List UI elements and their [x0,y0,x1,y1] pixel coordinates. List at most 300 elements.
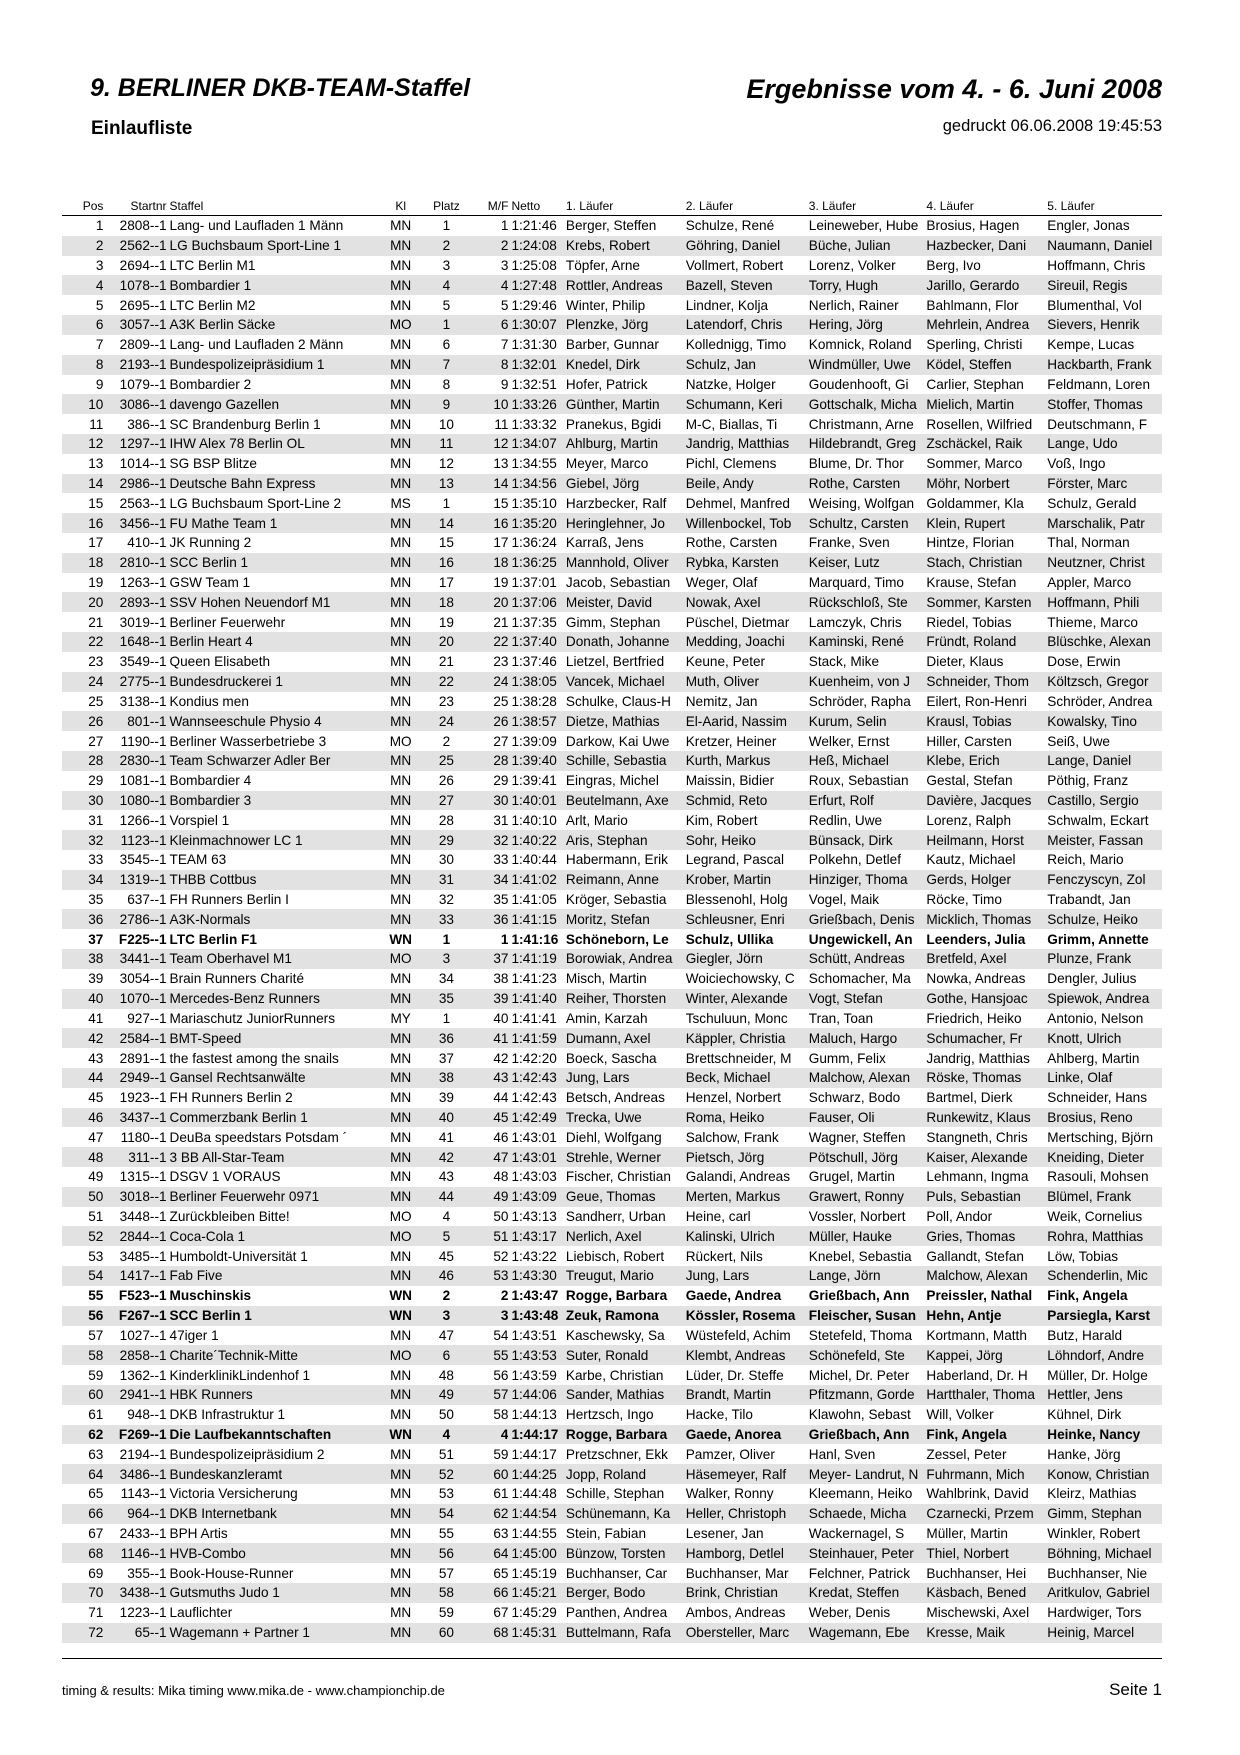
col-header-laeufer-3: 3. Läufer [806,193,924,216]
cell-pos: 42 [62,1028,103,1048]
cell-laeufer-3: Pfitzmann, Gorde [806,1385,924,1405]
table-row [62,870,1162,890]
cell-startnr: F269--1 [103,1425,166,1445]
cell-laeufer-1: Suter, Ronald [563,1345,683,1365]
cell-laeufer-5: Heinig, Marcel [1044,1623,1162,1643]
cell-platz: 5 [421,1226,471,1246]
cell-laeufer-5: Voß, Ingo [1047,456,1106,472]
table-row [62,1345,1162,1365]
cell-staffel: Mercedes-Benz Runners [167,989,380,1009]
cell-staffel: TEAM 63 [169,852,227,868]
cell-kl: MY [390,1010,411,1026]
cell-laeufer-3: Schultz, Carsten [806,513,924,533]
cell-netto: 1:43:17 [508,1226,562,1246]
cell-staffel: BMT-Speed [167,1028,380,1048]
cell-laeufer-2: Nowak, Axel [683,592,806,612]
cell-laeufer-4: Brosius, Hagen [926,218,1020,234]
cell-platz: 29 [421,830,471,850]
cell-laeufer-2: Kalinski, Ulrich [683,1226,806,1246]
cell-startnr: 1923--1 [119,1090,167,1106]
cell-laeufer-5: Kowalsky, Tino [1044,711,1162,731]
cell-netto: 1:41:15 [508,909,562,929]
cell-laeufer-2: M-C, Biallas, Ti [685,416,778,432]
cell-laeufer-1: Darkow, Kai Uwe [565,733,670,749]
cell-laeufer-2: Blessenohl, Holg [685,892,788,908]
cell-mf: 54 [493,1327,509,1343]
cell-startnr: 3019--1 [119,614,167,630]
cell-laeufer-1: Strehle, Werner [563,1147,683,1167]
cell-startnr: 3549--1 [119,654,167,670]
table-row [62,295,1162,315]
cell-netto: 1:37:40 [508,632,562,652]
cell-laeufer-2: Lesener, Jan [685,1526,764,1542]
cell-laeufer-4: Klein, Rupert [923,513,1044,533]
cell-laeufer-4: Schneider, Thom [923,672,1044,692]
cell-laeufer-1: Berger, Steffen [565,218,657,234]
cell-laeufer-1: Karbe, Christian [565,1367,664,1383]
cell-laeufer-2: Latendorf, Chris [683,315,806,335]
cell-staffel: Muschinskis [169,1288,252,1304]
cell-pos: 62 [62,1425,103,1445]
cell-platz: 35 [421,989,471,1009]
cell-laeufer-1: Geue, Thomas [563,1187,683,1207]
cell-laeufer-1: Hertzsch, Ingo [565,1407,654,1423]
cell-laeufer-3: Grießbach, Ann [806,1425,924,1445]
cell-staffel: Bombardier 1 [167,275,380,295]
cell-mf: 30 [471,791,508,811]
cell-laeufer-3: Nerlich, Rainer [808,297,899,313]
cell-laeufer-5: Winkler, Robert [1047,1526,1141,1542]
cell-staffel: DSGV 1 VORAUS [169,1169,281,1185]
cell-laeufer-2: Sohr, Heiko [683,830,806,850]
cell-laeufer-3: Rothe, Carsten [806,474,924,494]
cell-laeufer-3: Knebel, Sebastia [808,1248,912,1264]
cell-staffel: Team Oberhavel M1 [167,949,380,969]
cell-mf: 39 [471,989,508,1009]
cell-kl: MN [380,751,421,771]
cell-startnr: 3086--1 [103,394,166,414]
cell-laeufer-3: Maluch, Hargo [806,1028,924,1048]
cell-kl: MN [390,416,412,432]
cell-staffel: Deutsche Bahn Express [167,474,380,494]
cell-laeufer-2: Gaede, Anorea [683,1425,806,1445]
cell-laeufer-3: Schwarz, Bodo [808,1090,901,1106]
cell-pos: 30 [62,791,103,811]
cell-netto: 1:43:22 [511,1248,557,1264]
cell-laeufer-3: Grießbach, Ann [808,1288,910,1304]
cell-laeufer-4: Bartmel, Dierk [926,1090,1013,1106]
cell-laeufer-1: Heringlehner, Jo [563,513,683,533]
cell-mf: 14 [471,474,508,494]
cell-pos: 43 [88,1050,104,1066]
cell-laeufer-4: Jandrig, Matthias [926,1050,1030,1066]
cell-laeufer-5: Aritkulov, Gabriel [1044,1583,1162,1603]
cell-laeufer-5: Rasouli, Mohsen [1047,1169,1149,1185]
cell-staffel: Team Schwarzer Adler Ber [167,751,380,771]
cell-laeufer-2: Giegler, Jörn [683,949,806,969]
cell-platz: 6 [442,337,451,353]
cell-laeufer-4: Malchow, Alexan [923,1266,1044,1286]
cell-startnr: 3448--1 [119,1209,167,1225]
cell-staffel: Humboldt-Universität 1 [169,1248,308,1264]
cell-laeufer-5: Sievers, Henrik [1044,315,1162,335]
cell-startnr: 65--1 [103,1623,166,1643]
col-header-pos: Pos [62,193,103,216]
cell-laeufer-4: Kortmann, Matth [926,1327,1027,1343]
table-row [62,216,1162,236]
cell-startnr: 2695--1 [119,297,167,313]
cell-laeufer-5: Hoffmann, Chris [1047,258,1146,274]
cell-laeufer-2: Schulz, Ullika [685,931,774,947]
cell-laeufer-5: Löw, Tobias [1047,1248,1119,1264]
cell-laeufer-1: Habermann, Erik [565,852,668,868]
cell-netto: 1:38:57 [508,711,562,731]
col-header-kl: Kl [380,193,421,216]
cell-netto: 1:45:00 [508,1543,562,1563]
cell-netto: 1:44:25 [508,1464,562,1484]
cell-laeufer-3: Blume, Dr. Thor [808,456,904,472]
cell-staffel: LTC Berlin M1 [169,258,256,274]
cell-startnr: 2810--1 [103,553,166,573]
cell-laeufer-5: Blüschke, Alexan [1044,632,1162,652]
table-row [62,1425,1162,1445]
cell-laeufer-1: Misch, Martin [565,971,647,987]
cell-staffel: SCC Berlin 1 [167,1306,380,1326]
cell-laeufer-1: Harzbecker, Ralf [565,495,667,511]
table-row [62,1226,1162,1246]
cell-laeufer-3: Kredat, Steffen [806,1583,924,1603]
cell-mf: 45 [471,1108,508,1128]
cell-laeufer-1: Arlt, Mario [565,812,628,828]
cell-laeufer-5: Heinke, Nancy [1044,1425,1162,1445]
cell-mf: 17 [493,535,509,551]
cell-laeufer-2: Salchow, Frank [685,1129,779,1145]
cell-laeufer-1: Vancek, Michael [563,672,683,692]
cell-laeufer-4: Hintze, Florian [926,535,1015,551]
cell-startnr: 2584--1 [103,1028,166,1048]
cell-mf: 35 [493,892,509,908]
cell-laeufer-5: Schulze, Heiko [1044,909,1162,929]
cell-platz: 2 [421,236,471,256]
cell-pos: 37 [88,931,104,947]
cell-laeufer-5: Dose, Erwin [1047,654,1121,670]
cell-netto: 1:36:25 [508,553,562,573]
cell-netto: 1:44:17 [511,1446,557,1462]
cell-mf: 34 [471,870,508,890]
cell-pos: 20 [62,592,103,612]
table-row [62,493,1162,513]
table-row [62,1306,1162,1326]
cell-laeufer-1: Amin, Karzah [565,1010,648,1026]
table-row [62,553,1162,573]
cell-netto: 1:43:48 [508,1306,562,1326]
cell-kl: MN [390,1129,412,1145]
cell-startnr: 927--1 [127,1010,167,1026]
cell-kl: MN [390,1090,412,1106]
cell-laeufer-4: Friedrich, Heiko [926,1010,1022,1026]
cell-laeufer-5: Seiß, Uwe [1047,733,1110,749]
cell-laeufer-4: Berg, Ivo [926,258,981,274]
cell-platz: 41 [438,1129,454,1145]
table-row [62,1603,1162,1623]
cell-laeufer-2: Püschel, Dietmar [685,614,790,630]
cell-laeufer-4: Lehmann, Ingma [926,1169,1029,1185]
cell-staffel: SC Brandenburg Berlin 1 [169,416,321,432]
cell-laeufer-2: Häsemeyer, Ralf [683,1464,806,1484]
cell-startnr: 1362--1 [119,1367,167,1383]
cell-mf: 55 [471,1345,508,1365]
cell-laeufer-1: Sander, Mathias [563,1385,683,1405]
cell-netto: 1:41:02 [508,870,562,890]
cell-kl: MN [380,434,421,454]
cell-laeufer-2: Kretzer, Heiner [685,733,777,749]
cell-pos: 26 [62,711,103,731]
cell-laeufer-3: Büche, Julian [806,236,924,256]
cell-laeufer-5: Knott, Ulrich [1044,1028,1162,1048]
cell-laeufer-2: Buchhanser, Mar [685,1565,789,1581]
cell-laeufer-2: Pietsch, Jörg [683,1147,806,1167]
table-row [62,573,1162,593]
cell-mf: 7 [500,337,509,353]
cell-platz: 6 [421,1345,471,1365]
cell-laeufer-2: Schleusner, Enri [683,909,806,929]
cell-staffel: BPH Artis [169,1526,228,1542]
cell-staffel: Lang- und Laufladen 1 Männ [169,218,344,234]
event-title: 9. BERLINER DKB-TEAM-Staffel [90,74,471,102]
cell-laeufer-3: Gottschalk, Micha [806,394,924,414]
cell-laeufer-5: Kneiding, Dieter [1044,1147,1162,1167]
cell-platz: 51 [438,1446,454,1462]
cell-staffel: Bundespolizeipräsidium 2 [169,1446,325,1462]
cell-startnr: 3018--1 [103,1187,166,1207]
cell-staffel: FH Runners Berlin 2 [169,1090,293,1106]
cell-laeufer-3: Wackernagel, S [808,1526,905,1542]
cell-laeufer-5: Hackbarth, Frank [1044,355,1162,375]
cell-platz: 54 [421,1504,471,1524]
cell-laeufer-4: Fuhrmann, Mich [923,1464,1044,1484]
cell-laeufer-3: Schaede, Micha [806,1504,924,1524]
table-row [62,810,1162,830]
table-row [62,1266,1162,1286]
cell-netto: 1:40:10 [511,812,557,828]
cell-netto: 1:31:30 [511,337,557,353]
cell-laeufer-2: Merten, Markus [683,1187,806,1207]
cell-netto: 1:44:48 [511,1486,557,1502]
cell-kl: MN [390,812,412,828]
cell-laeufer-2: Hacke, Tilo [685,1407,753,1423]
cell-staffel: Queen Elisabeth [169,654,271,670]
cell-laeufer-3: Erfurt, Rolf [806,791,924,811]
cell-laeufer-4: Sommer, Marco [926,456,1023,472]
cell-laeufer-3: Steinhauer, Peter [806,1543,924,1563]
cell-startnr: 1079--1 [119,376,167,392]
cell-netto: 1:37:01 [511,575,557,591]
cell-startnr: 2562--1 [103,236,166,256]
cell-laeufer-1: Mannhold, Oliver [563,553,683,573]
cell-laeufer-4: Dieter, Klaus [926,654,1004,670]
cell-laeufer-3: Felchner, Patrick [808,1565,911,1581]
cell-kl: MN [380,513,421,533]
cell-mf: 8 [471,355,508,375]
table-row [62,335,1162,355]
cell-staffel: Commerzbank Berlin 1 [167,1108,380,1128]
cell-laeufer-1: Jung, Lars [563,1068,683,1088]
cell-pos: 13 [88,456,104,472]
cell-mf: 22 [471,632,508,652]
cell-netto: 1:30:07 [508,315,562,335]
cell-staffel: HVB-Combo [167,1543,380,1563]
cell-mf: 41 [471,1028,508,1048]
cell-laeufer-5: Költzsch, Gregor [1044,672,1162,692]
cell-platz: 13 [421,474,471,494]
cell-laeufer-2: Jandrig, Matthias [683,434,806,454]
table-row [62,791,1162,811]
cell-laeufer-2: Brink, Christian [683,1583,806,1603]
cell-laeufer-5: Gimm, Stephan [1044,1504,1162,1524]
cell-kl: MN [380,1108,421,1128]
cell-kl: MN [380,870,421,890]
table-row [62,1464,1162,1484]
cell-platz: 46 [421,1266,471,1286]
cell-laeufer-3: Grawert, Ronny [806,1187,924,1207]
cell-laeufer-1: Borowiak, Andrea [563,949,683,969]
cell-kl: MN [390,693,412,709]
cell-platz: 8 [442,376,451,392]
cell-kl: MN [390,297,412,313]
cell-pos: 47 [88,1129,104,1145]
cell-netto: 1:43:47 [511,1288,559,1304]
cell-pos: 68 [62,1543,103,1563]
cell-mf: 3 [471,1306,508,1326]
cell-mf: 61 [493,1486,509,1502]
table-row [62,632,1162,652]
cell-platz: 9 [421,394,471,414]
cell-laeufer-5: Fink, Angela [1047,1288,1128,1304]
cell-staffel: Bundesdruckerei 1 [167,672,380,692]
cell-netto: 1:21:46 [511,218,557,234]
cell-netto: 1:25:08 [511,258,557,274]
cell-platz: 33 [421,909,471,929]
table-row [62,513,1162,533]
cell-platz: 27 [421,791,471,811]
table-row [62,1286,1162,1306]
cell-pos: 10 [62,394,103,414]
table-row [62,256,1162,276]
cell-kl: MN [390,218,412,234]
cell-mf: 38 [493,971,509,987]
cell-netto: 1:29:46 [511,297,557,313]
cell-laeufer-4: Heilmann, Horst [923,830,1044,850]
cell-mf: 44 [493,1090,509,1106]
cell-kl: MN [380,1266,421,1286]
cell-platz: 40 [421,1108,471,1128]
cell-laeufer-2: Dehmel, Manfred [685,495,790,511]
cell-laeufer-4: Kresse, Maik [923,1623,1044,1643]
cell-kl: MN [390,1050,412,1066]
cell-laeufer-5: Deutschmann, F [1047,416,1148,432]
cell-laeufer-2: Rothe, Carsten [685,535,778,551]
cell-laeufer-3: Polkehn, Detlef [808,852,901,868]
cell-laeufer-4: Klebe, Erich [923,751,1044,771]
cell-laeufer-5: Ahlberg, Martin [1047,1050,1140,1066]
cell-mf: 33 [493,852,509,868]
cell-platz: 2 [442,1288,451,1304]
cell-staffel: SCC Berlin 1 [167,553,380,573]
cell-laeufer-1: Beutelmann, Axe [563,791,683,811]
cell-startnr: 2775--1 [103,672,166,692]
table-row [62,672,1162,692]
cell-netto: 1:35:10 [511,495,557,511]
cell-mf: 13 [493,456,509,472]
cell-laeufer-3: Franke, Sven [808,535,890,551]
cell-netto: 1:45:21 [508,1583,562,1603]
cell-laeufer-5: Marschalik, Patr [1044,513,1162,533]
table-row [62,850,1162,870]
cell-kl: WN [380,1306,421,1326]
cell-platz: 47 [438,1327,454,1343]
cell-netto: 1:44:17 [508,1425,562,1445]
cell-laeufer-4: Carlier, Stephan [926,376,1024,392]
cell-laeufer-1: Jacob, Sebastian [565,575,671,591]
cell-netto: 1:27:48 [508,275,562,295]
cell-laeufer-1: Donath, Johanne [563,632,683,652]
cell-staffel: GSW Team 1 [169,575,251,591]
cell-startnr: F225--1 [118,931,167,947]
cell-startnr: 1266--1 [119,812,167,828]
cell-pos: 60 [62,1385,103,1405]
table-row [62,1623,1162,1643]
cell-laeufer-2: Gaede, Andrea [685,1288,782,1304]
cell-mf: 20 [471,592,508,612]
cell-platz: 16 [421,553,471,573]
cell-startnr: 964--1 [103,1504,166,1524]
cell-kl: MN [380,1583,421,1603]
cell-mf: 68 [471,1623,508,1643]
cell-laeufer-5: Plunze, Frank [1044,949,1162,969]
cell-laeufer-3: Redlin, Uwe [808,812,883,828]
cell-startnr: 2949--1 [103,1068,166,1088]
cell-staffel: davengo Gazellen [167,394,380,414]
col-header-laeufer-1: 1. Läufer [563,193,683,216]
cell-staffel: DKB Infrastruktur 1 [169,1407,286,1423]
cell-startnr: 1146--1 [103,1543,166,1563]
cell-netto: 1:41:19 [508,949,562,969]
cell-laeufer-1: Panthen, Andrea [565,1605,668,1621]
cell-laeufer-5: Hanke, Jörg [1047,1446,1121,1462]
cell-platz: 32 [438,892,454,908]
cell-laeufer-3: Grießbach, Denis [806,909,924,929]
cell-staffel: LG Buchsbaum Sport-Line 1 [167,236,380,256]
table-row [62,533,1162,553]
cell-laeufer-1: Schille, Sebastia [563,751,683,771]
cell-mf: 21 [493,614,509,630]
cell-laeufer-4: Sommer, Karsten [923,592,1044,612]
cell-mf: 16 [471,513,508,533]
cell-platz: 59 [438,1605,454,1621]
table-row [62,711,1162,731]
cell-staffel: IHW Alex 78 Berlin OL [167,434,380,454]
cell-laeufer-4: Käsbach, Bened [923,1583,1044,1603]
cell-laeufer-1: Eingras, Michel [565,773,659,789]
cell-startnr: 801--1 [103,711,166,731]
cell-kl: MN [390,337,412,353]
cell-pos: 27 [88,733,104,749]
cell-laeufer-5: Trabandt, Jan [1047,892,1131,908]
cell-kl: MN [380,791,421,811]
table-row [62,375,1162,395]
cell-pos: 64 [62,1464,103,1484]
cell-laeufer-3: Hering, Jörg [806,315,924,335]
